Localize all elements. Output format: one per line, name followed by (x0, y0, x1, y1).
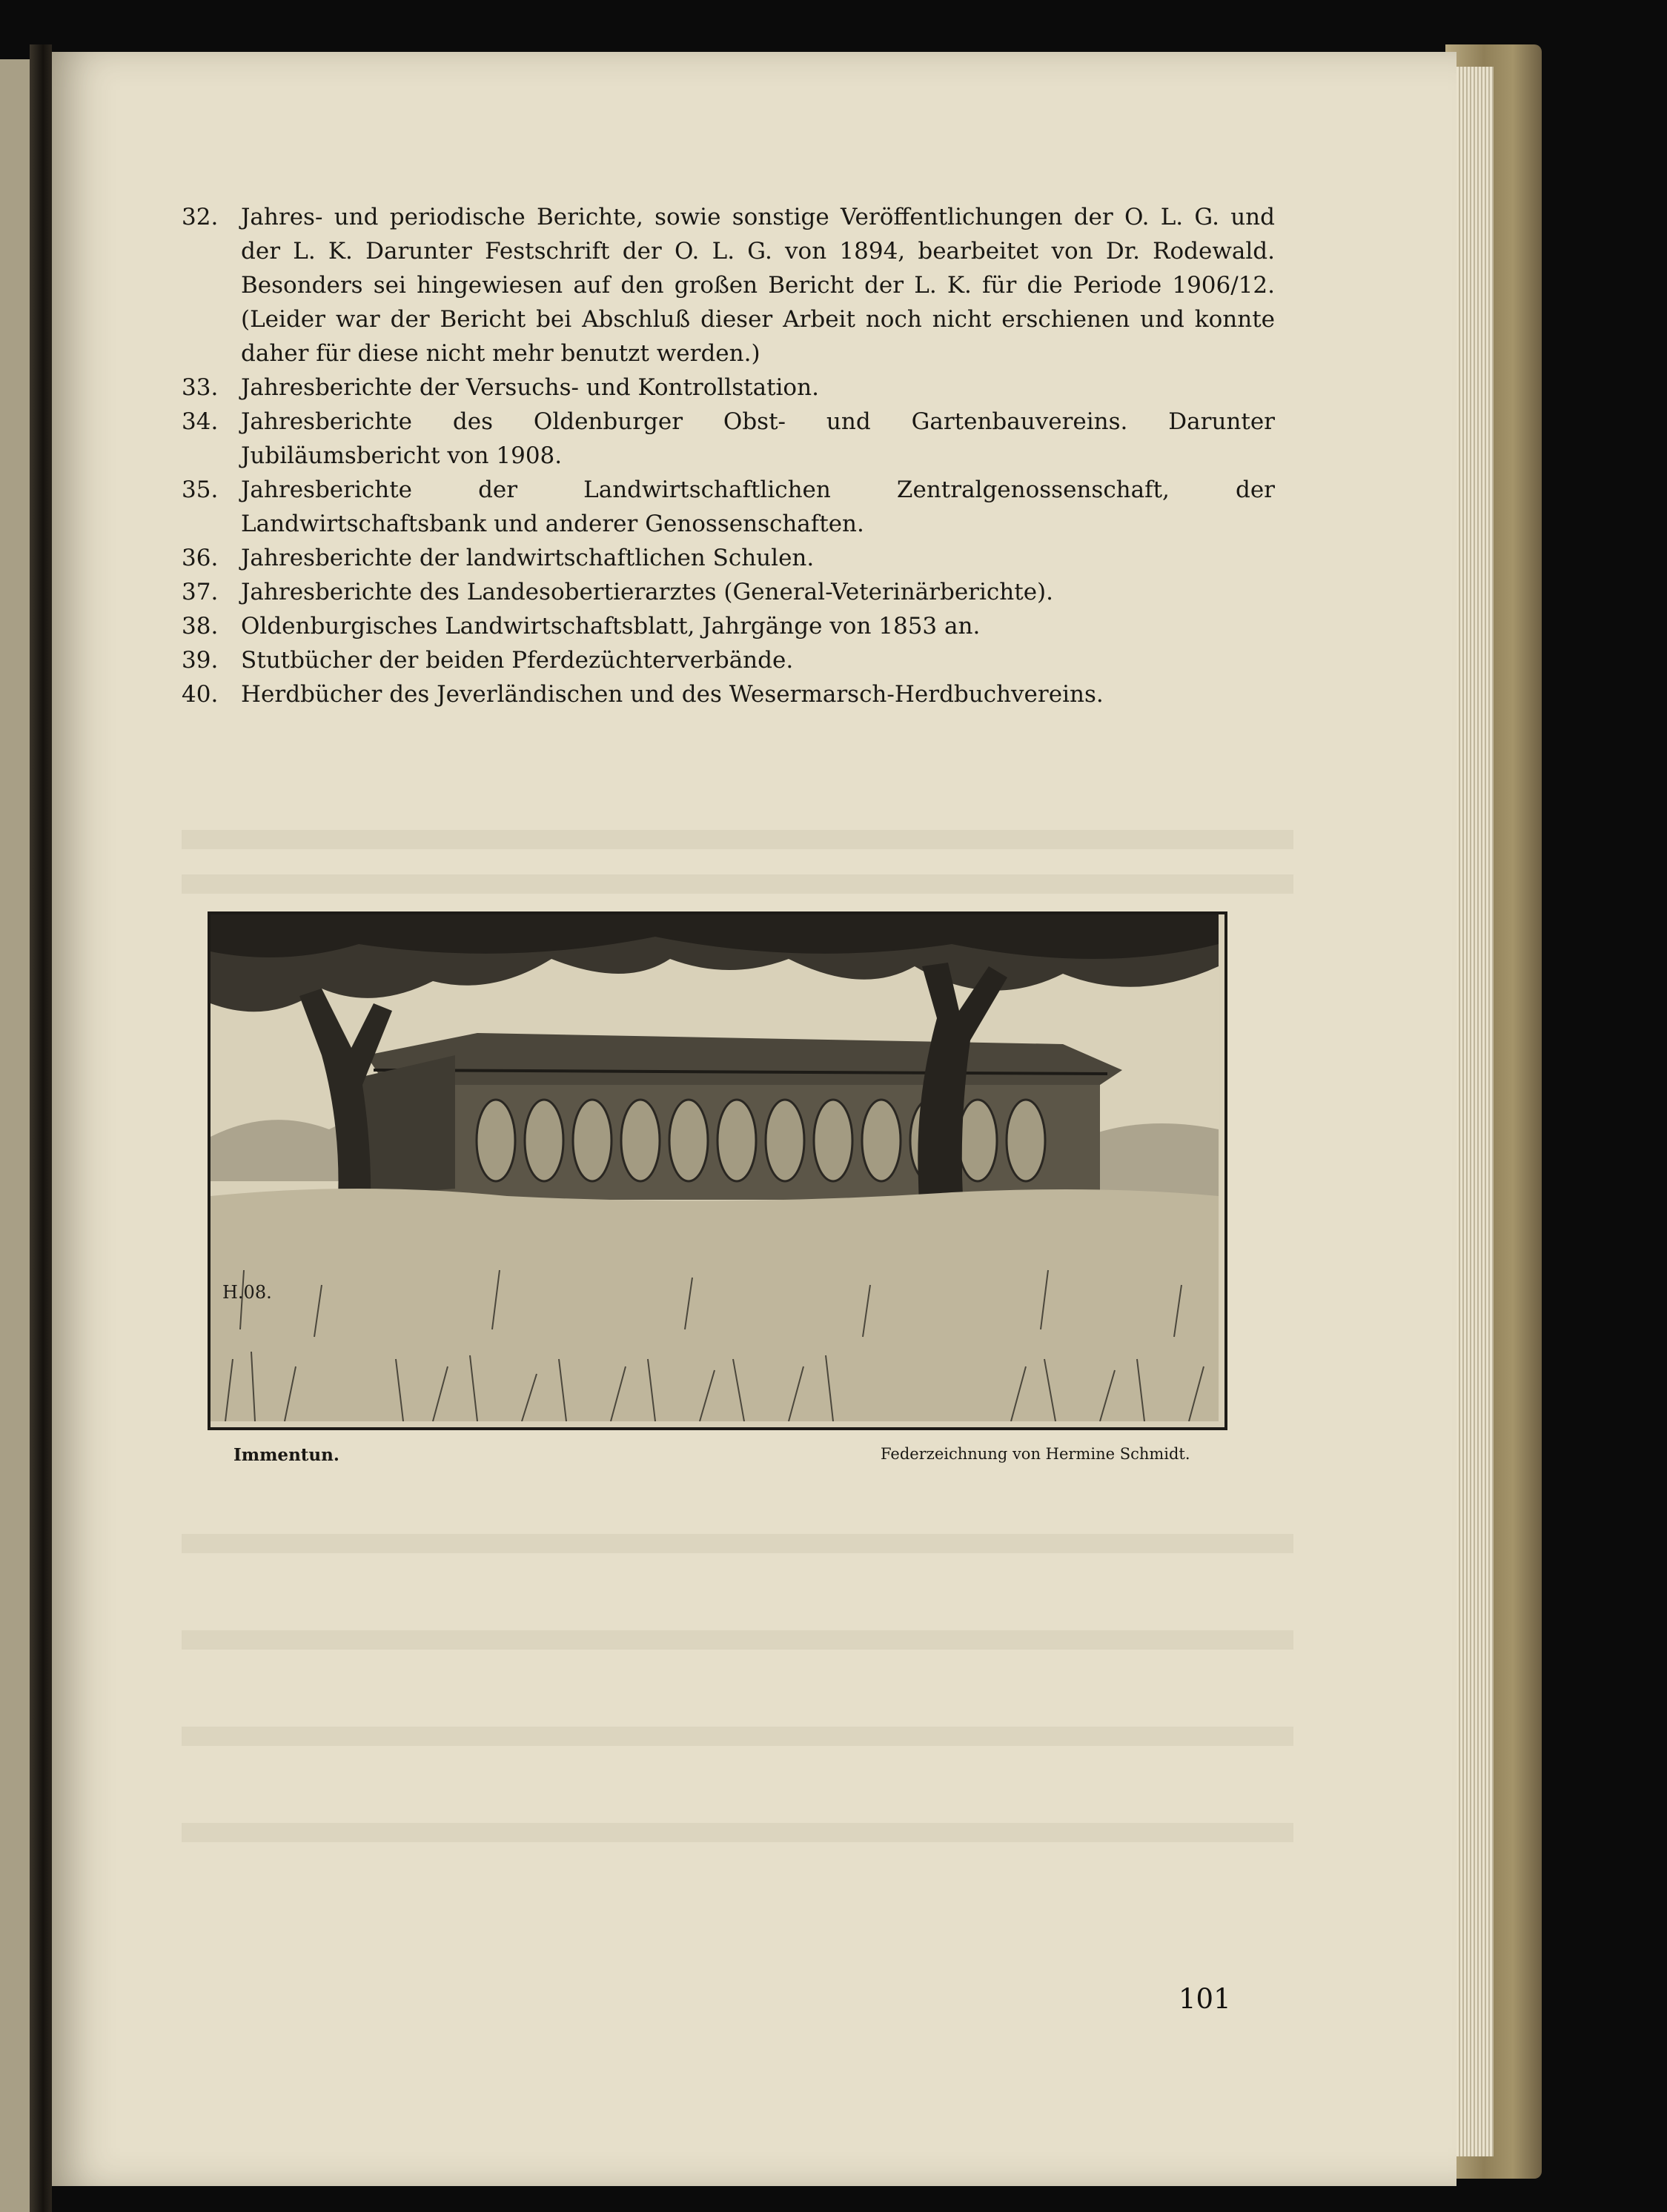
item-number: 37. (182, 579, 219, 605)
item-text: Jahresberichte des Oldenburger Obst- und Gartenbauvereins. Darunter Jubiläumsbericht von 1908. (241, 408, 1275, 469)
bleed-through (182, 874, 1293, 894)
list-item (182, 473, 1275, 541)
item-text: Jahresberichte der landwirtschaftlichen Schulen. (241, 545, 815, 571)
bleed-through (182, 1823, 1293, 1842)
bibliography-list (182, 200, 1275, 711)
bleed-through (182, 1630, 1293, 1650)
item-number: 36. (182, 545, 219, 571)
facing-page-edge (0, 59, 30, 2212)
item-text: Jahresberichte der Versuchs- und Kontrollstation. (241, 374, 819, 401)
list-item (182, 609, 1275, 643)
bleed-through (182, 830, 1293, 849)
item-number: 38. (182, 613, 219, 640)
item-text: Jahresberichte der Landwirtschaftlichen Zentralgenossenschaft, der Landwirtschaftsbank und anderer Genossenschaften. (241, 476, 1275, 537)
item-text: Herdbücher des Jeverländischen und des Wesermarsch-Herdbuchvereins. (241, 681, 1104, 708)
item-number: 34. (182, 408, 219, 435)
list-item (182, 371, 1275, 405)
figure-caption-credit: Federzeichnung von Hermine Schmidt. (881, 1445, 1190, 1463)
item-number: 39. (182, 647, 219, 674)
item-text: Jahresberichte des Landesobertierarztes (General-Veterinärberichte). (241, 579, 1053, 605)
bleed-through (182, 1534, 1293, 1553)
list-item (182, 541, 1275, 575)
list-item (182, 575, 1275, 609)
pen-drawing-bee-shed (208, 911, 1227, 1430)
page-stack-edges (1453, 67, 1494, 2156)
list-item (182, 405, 1275, 473)
book-gutter (30, 44, 52, 2212)
figure-caption-title: Immentun. (233, 1445, 339, 1465)
artist-signature: H.08. (222, 1282, 272, 1303)
page-number: 101 (1179, 1983, 1231, 2015)
bee-shed-illustration (211, 914, 1219, 1421)
list-item (182, 643, 1275, 677)
item-text: Jahres- und periodische Berichte, sowie sonstige Veröffentlichungen der O. L. G. und der L. K. Darunter Festschrift der O. L. G. von 1894, bearbeitet von Dr. Rodewald. Besonders sei hingewiesen auf den großen Bericht der L. K. für die Periode 1906/12. (Leider war der Bericht bei Abschluß dieser Arbeit noch nicht erschienen und konnte daher für diese nicht mehr benutzt werden.) (241, 204, 1275, 367)
list-item (182, 200, 1275, 371)
item-number: 32. (182, 204, 219, 230)
item-number: 40. (182, 681, 219, 708)
bleed-through (182, 1727, 1293, 1746)
list-item (182, 677, 1275, 711)
item-number: 35. (182, 476, 219, 503)
item-text: Stutbücher der beiden Pferdezüchterverbände. (241, 647, 794, 674)
item-text: Oldenburgisches Landwirtschaftsblatt, Jahrgänge von 1853 an. (241, 613, 981, 640)
item-number: 33. (182, 374, 219, 401)
book-page (52, 52, 1456, 2186)
